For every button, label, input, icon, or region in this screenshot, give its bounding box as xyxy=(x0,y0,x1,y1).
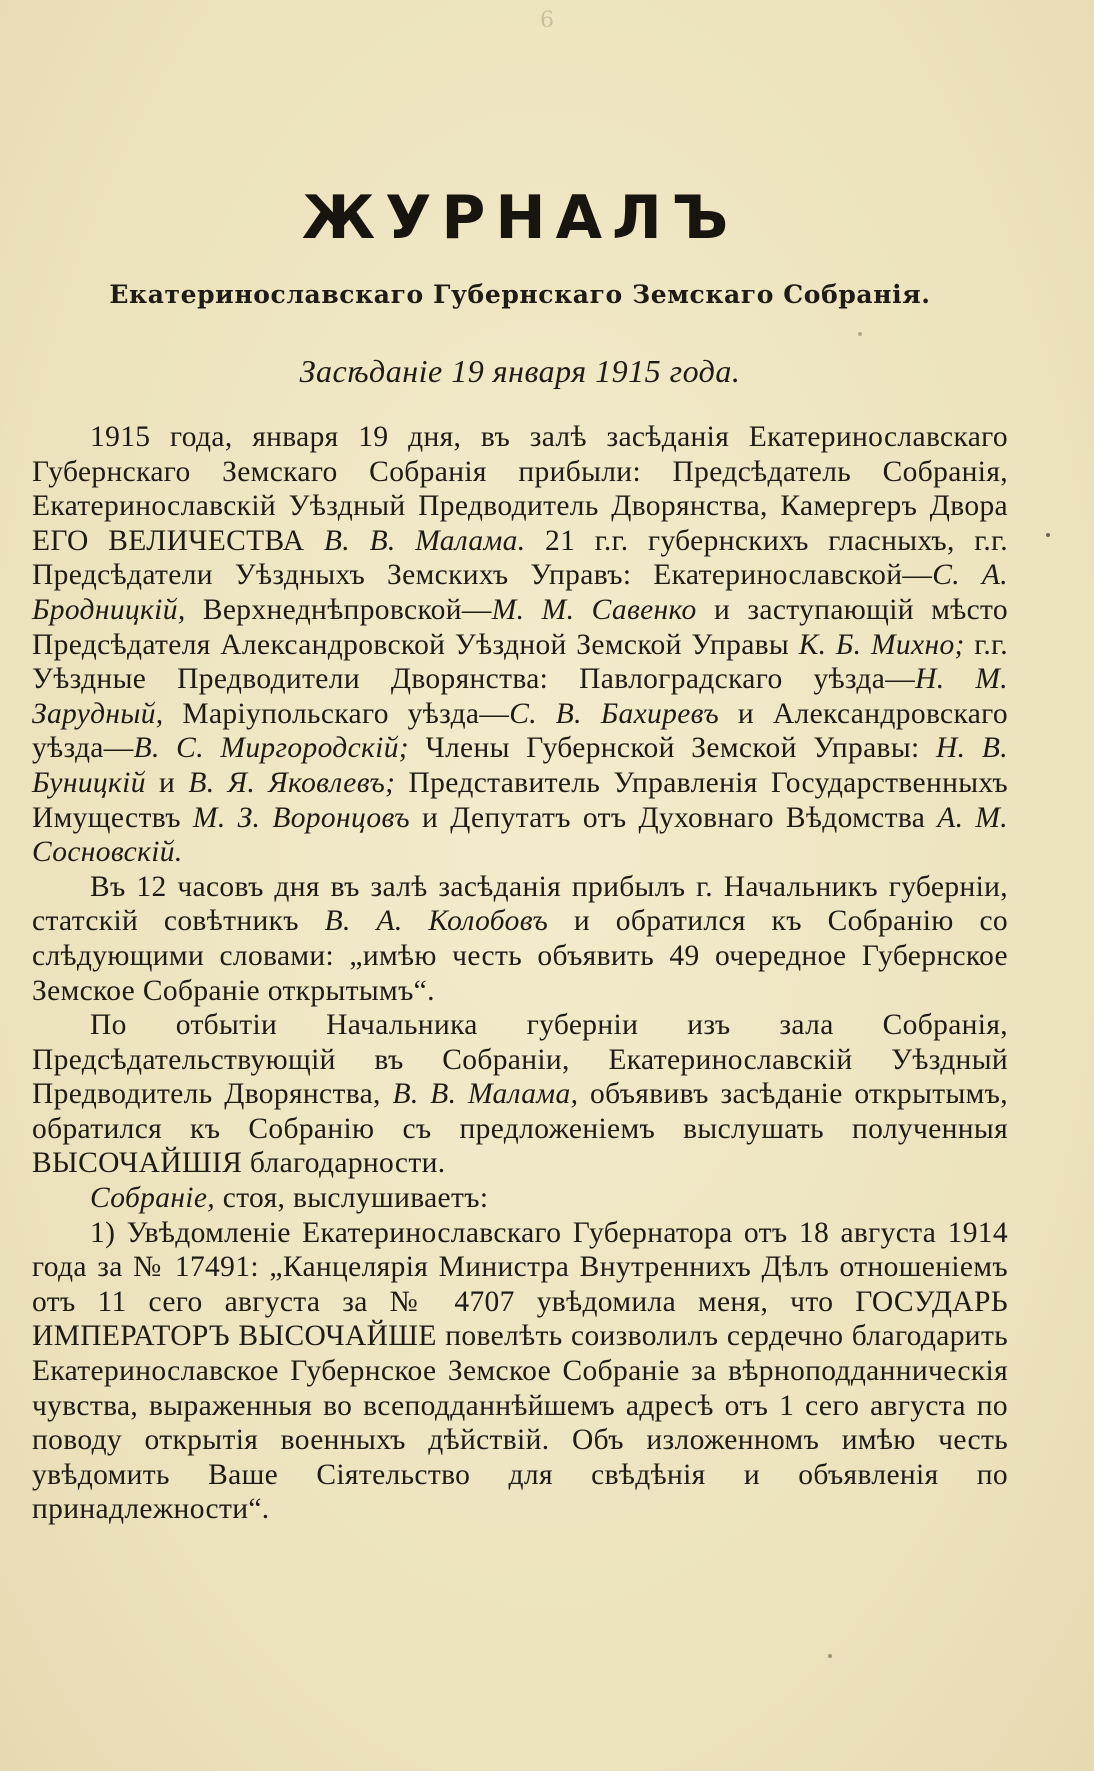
person-name: Н. В. Буницкій xyxy=(32,732,1008,799)
person-name: К. Б. Михно; xyxy=(798,628,965,661)
person-name: С. В. Бахиревъ xyxy=(509,697,720,730)
text-run: и Депутатъ отъ Духовнаго Вѣдомства xyxy=(409,801,938,834)
text-run: По отбытіи Начальника губерніи изъ зала Собранія, Предсѣдательствующій въ Собраніи, Екатеринославскій Уѣздный Предводитель Дворянства, xyxy=(32,1009,1008,1111)
body-text xyxy=(32,420,1008,1527)
text-run: и Александровскаго уѣзда— xyxy=(32,697,1008,765)
paragraph-governor-arrival xyxy=(32,870,1008,1008)
text-run: стоя, выслушиваетъ: xyxy=(215,1182,489,1215)
margin-dot xyxy=(858,332,862,336)
person-name: С. А. Бродницкій, xyxy=(32,559,1008,626)
text-run: Верхнеднѣпровской— xyxy=(185,593,492,626)
paragraph-attendance xyxy=(32,420,1008,870)
assembly-subtitle: Екатеринославскаго Губернскаго Земскаго Собранія. xyxy=(109,280,931,309)
person-name: В. А. Колобовъ xyxy=(324,905,549,938)
session-date: Засѣданіе 19 января 1915 года. xyxy=(299,353,741,389)
text-run: и xyxy=(145,766,189,799)
text-run: и обратился къ Собранію со слѣдующими словами: „имѣю честь объявить 49 очередное Губернское Земское Собраніе открытымъ“. xyxy=(32,905,1008,1007)
assembly-word: Собраніе, xyxy=(90,1182,216,1215)
text-run: 1915 года, января 19 дня, въ залѣ засѣданія Екатеринославскаго Губернскаго Земскаго Собранія прибыли: Предсѣдатель Собранія, Екатеринославскій Уѣздный Предводитель Дворянства, Камергеръ Двора ЕГО ВЕЛИЧЕСТВА xyxy=(32,421,1008,557)
journal-title: ЖУРНАЛЪ xyxy=(301,183,739,253)
text-run: г.г. Уѣздные Предводители Дворянства: Павлоградскаго уѣзда— xyxy=(32,628,1008,696)
person-name: М. З. Воронцовъ xyxy=(192,801,410,834)
text-run: 21 г.г. губернскихъ гласныхъ, г.г. Предсѣдатели Уѣздныхъ Земскихъ Управъ: Екатеринославской— xyxy=(32,524,1008,592)
text-run: Представитель Управленія Государственныхъ Имуществъ xyxy=(32,766,1008,834)
person-name: В. В. Малама, xyxy=(392,1078,579,1111)
document-content xyxy=(32,150,1008,1527)
person-name: А. М. Сосновскій. xyxy=(32,801,1009,869)
person-name: В. С. Миргородскій; xyxy=(133,732,409,765)
person-name: В. Я. Яковлевъ; xyxy=(188,766,396,799)
person-name: Н. М. Зарудный, xyxy=(32,663,1008,730)
paragraph-notice-1 xyxy=(32,1216,1008,1527)
margin-dot xyxy=(1046,533,1050,537)
paragraph-opening xyxy=(32,1008,1008,1181)
text-run: Члены Губернской Земской Управы: xyxy=(408,732,937,765)
text-run: Маріупольскаго уѣзда— xyxy=(163,697,510,730)
text-run: 1) Увѣдомленіе Екатеринославскаго Губернатора отъ 18 августа 1914 года за № 17491: „Канцелярія Министра Внутреннихъ Дѣлъ отношеніемъ отъ 11 сего августа за № 4707 увѣдомила меня, что ГОСУДАРЬ ИМПЕРАТОРЪ ВЫСОЧАЙШЕ повелѣть соизволилъ сердечно благодарить Екатеринославское Губернское Земское Собраніе за вѣрноподданническія чувства, выраженныя во всеподданнѣйшемъ адресѣ отъ 1 сего августа по поводу открытія военныхъ дѣйствій. Объ изложенномъ имѣю честь увѣдомить Ваше Сіятельство для свѣдѣнія и объявленія по принадлежности“. xyxy=(32,1216,1008,1526)
text-run: и заступающій мѣсто Предсѣдателя Александровской Уѣздной Земской Управы xyxy=(32,593,1009,661)
margin-dot xyxy=(828,1654,832,1658)
text-run: объявивъ засѣданіе открытымъ, обратился къ Собранію съ предложеніемъ выслушать полученныя ВЫСОЧАЙШІЯ благодарности. xyxy=(32,1078,1008,1180)
page-number: 6 xyxy=(540,8,554,33)
paragraph-assembly-stands xyxy=(32,1181,1008,1216)
person-name: М. М. Савенко xyxy=(491,593,697,626)
text-run: Въ 12 часовъ дня въ залѣ засѣданія прибылъ г. Начальникъ губерніи, статскій совѣтникъ xyxy=(32,870,1008,938)
person-name: В. В. Малама. xyxy=(323,524,526,557)
